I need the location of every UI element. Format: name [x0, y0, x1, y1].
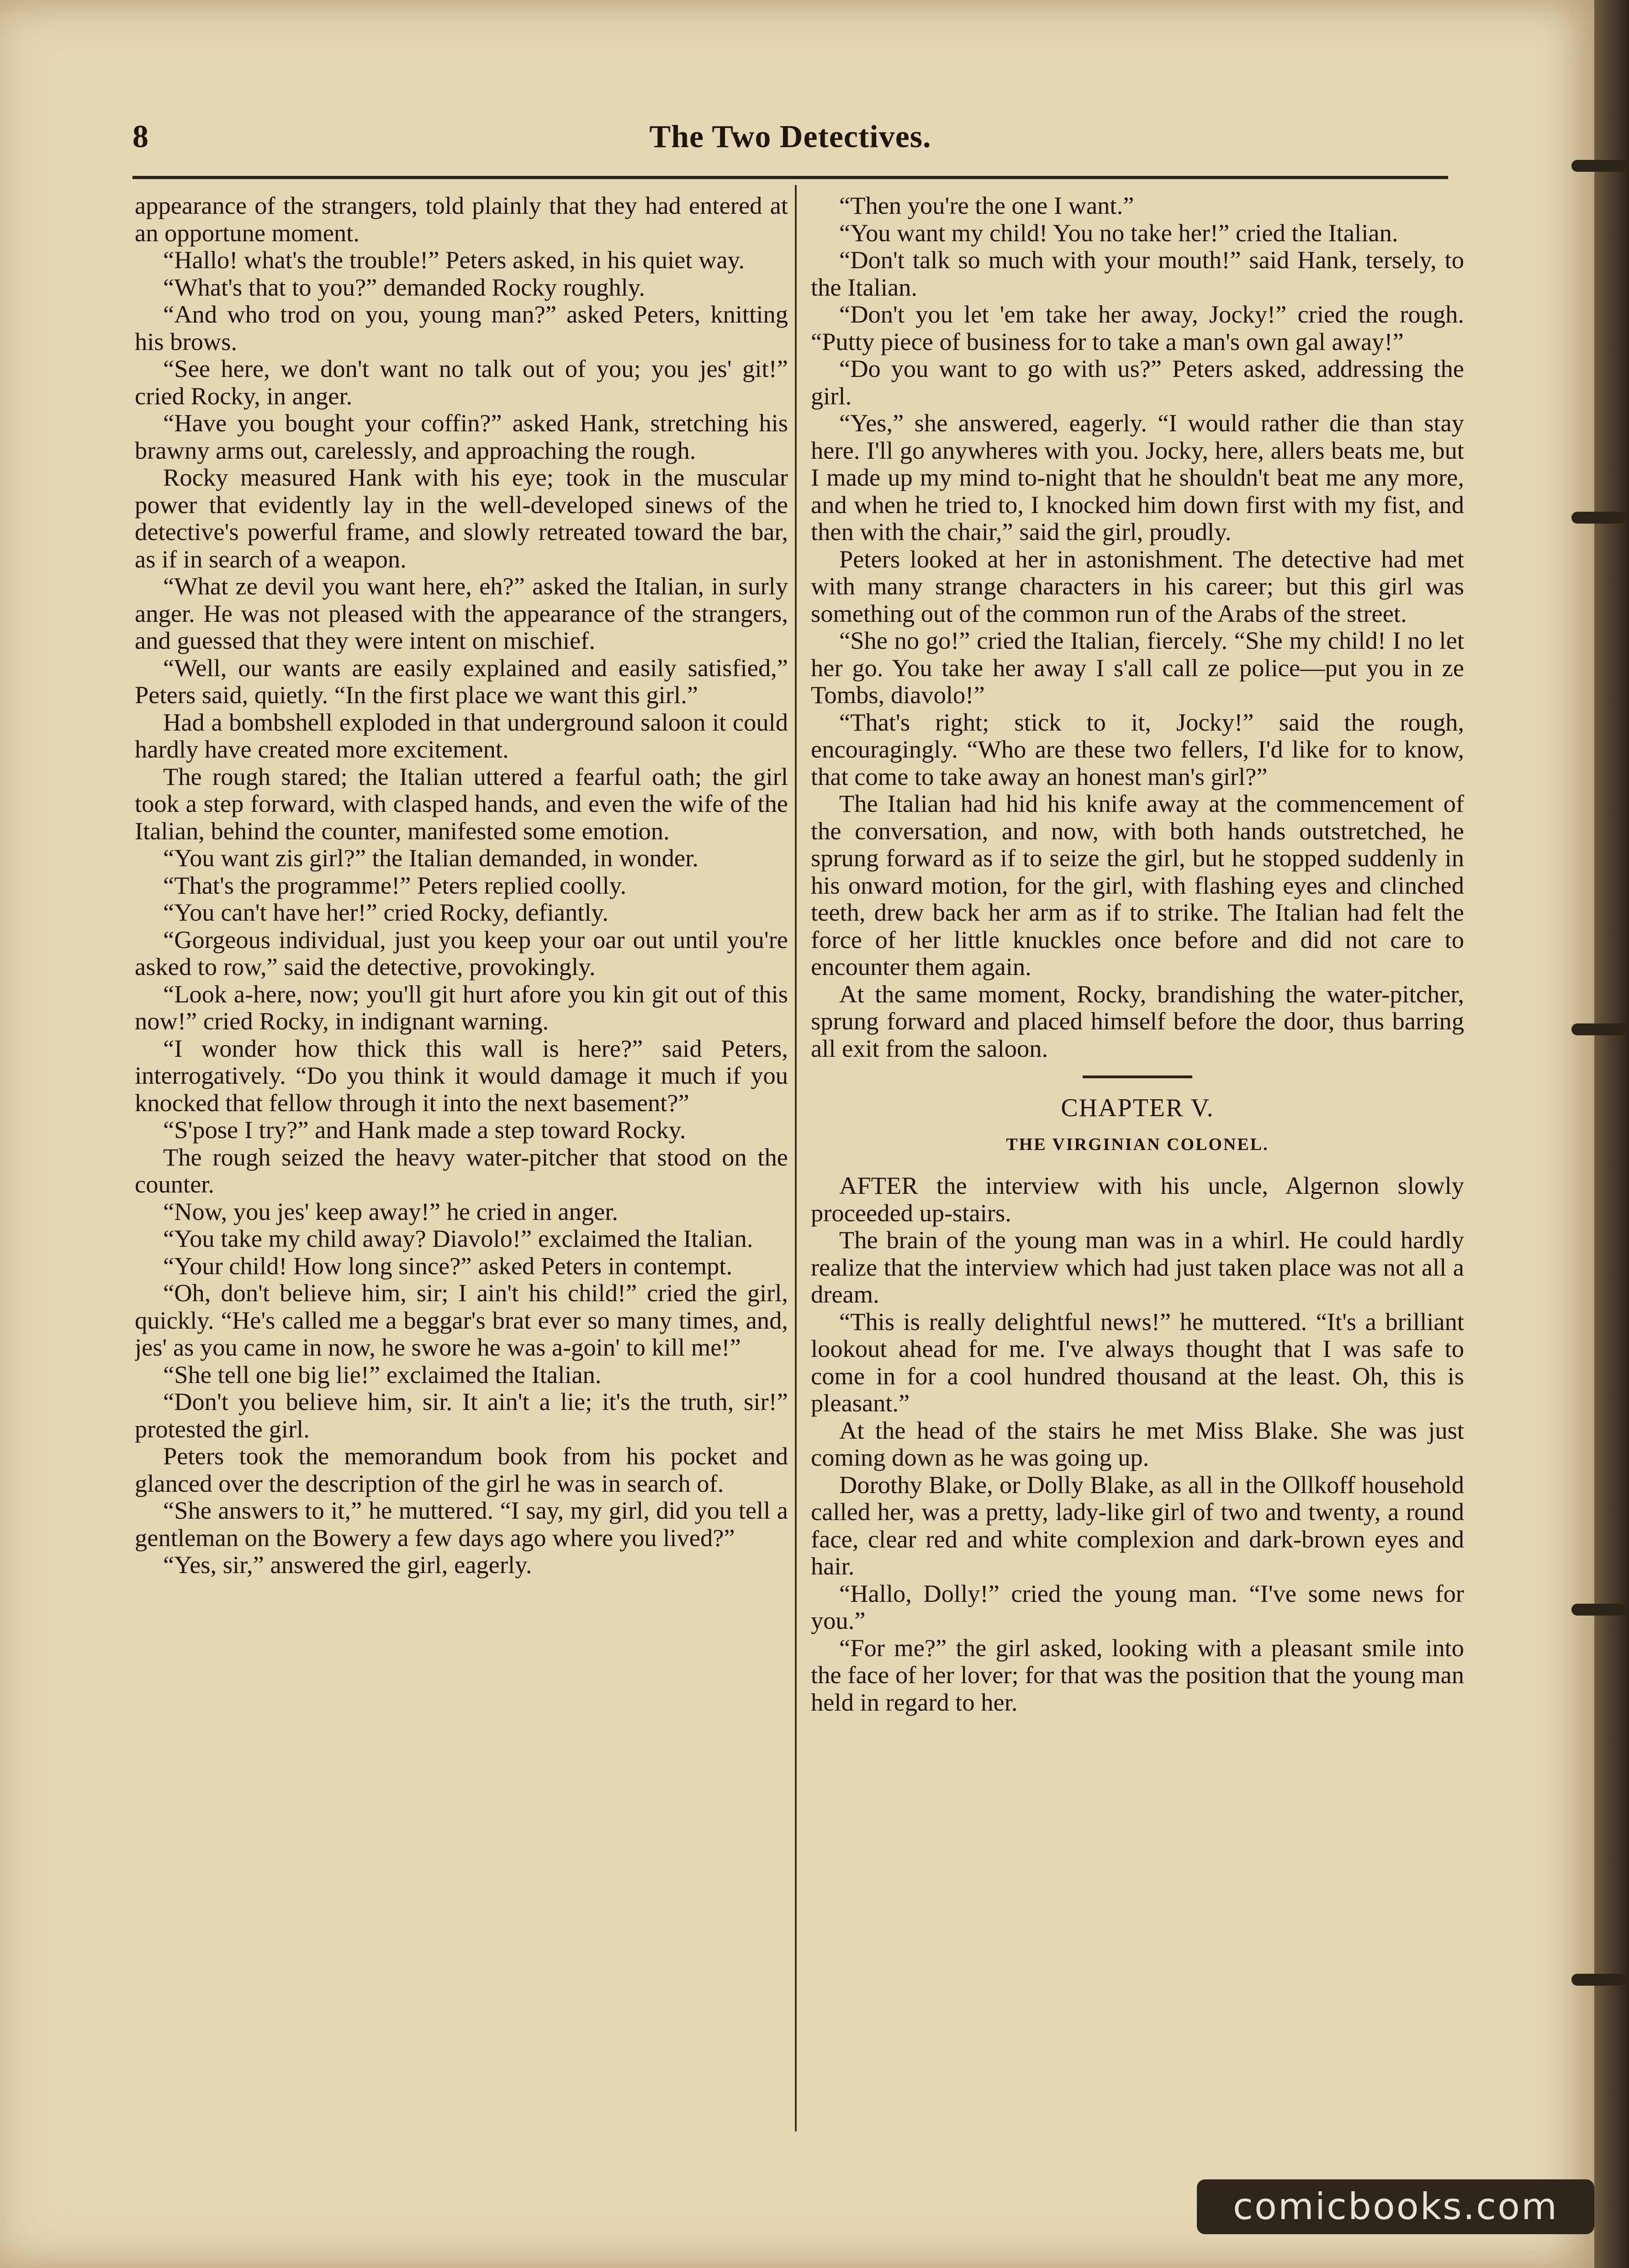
- paragraph: “Hallo, Dolly!” cried the young man. “I've some news for you.”: [811, 1579, 1464, 1634]
- binding-stitch: [1571, 1023, 1626, 1035]
- paragraph: “That's right; stick to it, Jocky!” said the rough, encouragingly. “Who are these two fellers, I'd like for to know, that come to take away an honest man's girl?”: [811, 708, 1464, 790]
- paragraph: “Your child! How long since?” asked Peters in contempt.: [163, 1251, 733, 1280]
- paragraph: “What ze devil you want here, eh?” asked the Italian, in surly anger. He was not pleased with the appearance of the strangers, and guessed that they were intent on mischief.: [135, 572, 788, 654]
- paragraph: “She answers to it,” he muttered. “I say, my girl, did you tell a gentleman on the Bowery a few days ago where you lived?”: [135, 1496, 788, 1552]
- paragraph: appearance of the strangers, told plainly that they had entered at an opportune moment.: [135, 192, 788, 247]
- paragraph: “See here, we don't want no talk out of you; you jes' git!” cried Rocky, in anger.: [135, 355, 788, 410]
- running-title: The Two Detectives.: [649, 119, 931, 154]
- left-column: [135, 192, 788, 2147]
- paragraph: “Have you bought your coffin?” asked Hank, stretching his brawny arms out, carelessly, and approaching the rough.: [135, 409, 788, 464]
- paragraph: “Now, you jes' keep away!” he cried in anger.: [163, 1197, 618, 1225]
- paragraph: The Italian had hid his knife away at the commencement of the conversation, and now, with both hands outstretched, he sprung forward as if to seize the girl, but he stopped suddenly in his onward motion, for the girl, with flashing eyes and clinched teeth, drew back her arm as if to strike. The Italian had felt the force of her little knuckles once before and did not care to encounter them again.: [811, 790, 1464, 980]
- paragraph: Peters looked at her in astonishment. The detective had met with many strange characters in his career; but this girl was something out of the common run of the Arabs of the street.: [811, 545, 1464, 627]
- paragraph: “You take my child away? Diavolo!” exclaimed the Italian.: [163, 1224, 753, 1252]
- paragraph: “Don't you believe him, sir. It ain't a lie; it's the truth, sir!” protested the girl.: [135, 1388, 788, 1443]
- chapter-subtitle: THE VIRGINIAN COLONEL.: [1006, 1134, 1269, 1154]
- paragraph: Rocky measured Hank with his eye; took in the muscular power that evidently lay in the well-developed sinews of the detective's powerful frame, and slowly retreated toward the bar, as if in search of a weapon.: [135, 463, 788, 573]
- paragraph: “Look a-here, now; you'll git hurt afore you kin git out of this now!” cried Rocky, in indignant warning.: [135, 980, 788, 1035]
- paragraph: “Well, our wants are easily explained and easily satisfied,” Peters said, quietly. “In the first place we want this girl.”: [135, 653, 788, 709]
- paragraph: “Don't talk so much with your mouth!” said Hank, tersely, to the Italian.: [811, 246, 1464, 301]
- paragraph: “For me?” the girl asked, looking with a pleasant smile into the face of her lover; for that was the position that the young man held in regard to her.: [811, 1633, 1464, 1716]
- paragraph: “You want zis girl?” the Italian demanded, in wonder.: [163, 844, 698, 872]
- paragraph: The brain of the young man was in a whirl. He could hardly realize that the interview which had just taken place was not all a dream.: [811, 1226, 1464, 1308]
- column-divider: [795, 185, 797, 2131]
- paragraph: “That's the programme!” Peters replied coolly.: [163, 871, 627, 899]
- page-header: [132, 119, 1448, 169]
- paragraph: “Yes, sir,” answered the girl, eagerly.: [163, 1551, 532, 1579]
- right-column: [811, 192, 1464, 2147]
- paragraph: “Don't you let 'em take her away, Jocky!” cried the rough. “Putty piece of business for to take a man's own gal away!”: [811, 300, 1464, 355]
- paragraph: “You can't have her!” cried Rocky, defiantly.: [163, 898, 608, 926]
- paragraph: AFTER the interview with his uncle, Algernon slowly proceeded up-stairs.: [811, 1171, 1464, 1227]
- paragraph: “Gorgeous individual, just you keep your oar out until you're asked to row,” said the detective, provokingly.: [135, 925, 788, 980]
- chapter-heading: CHAPTER V.: [1061, 1094, 1214, 1122]
- paragraph: At the head of the stairs he met Miss Blake. She was just coming down as he was going up.: [811, 1416, 1464, 1471]
- paragraph: “And who trod on you, young man?” asked Peters, knitting his brows.: [135, 300, 788, 355]
- binding-stitch: [1571, 512, 1626, 524]
- binding-stitch: [1571, 1974, 1626, 1986]
- paragraph: Had a bombshell exploded in that underground saloon it could hardly have created more excitement.: [135, 708, 788, 763]
- paragraph: “What's that to you?” demanded Rocky roughly.: [163, 273, 645, 301]
- binding-stitch: [1571, 160, 1626, 172]
- binding-spine: [1594, 0, 1629, 2268]
- binding-stitch: [1571, 1604, 1626, 1616]
- paragraph: “Do you want to go with us?” Peters asked, addressing the girl.: [811, 355, 1464, 410]
- paragraph: The rough stared; the Italian uttered a fearful oath; the girl took a step forward, with clasped hands, and even the wife of the Italian, behind the counter, manifested some emotion.: [135, 762, 788, 845]
- paragraph: “She tell one big lie!” exclaimed the Italian.: [163, 1360, 602, 1388]
- paragraph: The rough seized the heavy water-pitcher that stood on the counter.: [135, 1143, 788, 1198]
- paragraph: “Then you're the one I want.”: [839, 192, 1134, 219]
- chapter-divider-rule: [1083, 1076, 1192, 1078]
- paragraph: “Yes,” she answered, eagerly. “I would rather die than stay here. I'll go anywheres with you. Jocky, here, allers beats me, but I made up my mind to-night that he shouldn't beat me any more, and when he tried to, I knocked him down first with my fist, and then with the chair,” said the girl, proudly.: [811, 409, 1464, 546]
- page-number: 8: [132, 119, 148, 154]
- paragraph: Peters took the memorandum book from his pocket and glanced over the description of the girl he was in search of.: [135, 1442, 788, 1497]
- paragraph: “Oh, don't believe him, sir; I ain't his child!” cried the girl, quickly. “He's called me a beggar's brat ever so many times, and, jes' as you came in now, he swore he was a-goin' to kill me!”: [135, 1279, 788, 1361]
- paragraph: “I wonder how thick this wall is here?” said Peters, interrogatively. “Do you think it would damage it much if you knocked that fellow through it into the next basement?”: [135, 1034, 788, 1117]
- paragraph: Dorothy Blake, or Dolly Blake, as all in the Ollkoff household called her, was a pretty, lady-like girl of two and twenty, a round face, clear red and white complexion and dark-brown eyes and hair.: [811, 1470, 1464, 1580]
- watermark-logo: comicbooks.com: [1197, 2179, 1594, 2234]
- paragraph: “You want my child! You no take her!” cried the Italian.: [839, 218, 1398, 247]
- paragraph: “Hallo! what's the trouble!” Peters asked, in his quiet way.: [163, 246, 745, 274]
- header-rule: [132, 176, 1448, 179]
- paragraph: At the same moment, Rocky, brandishing the water-pitcher, sprung forward and placed himself before the door, thus barring all exit from the saloon.: [811, 980, 1464, 1062]
- paragraph: “This is really delightful news!” he muttered. “It's a brilliant lookout ahead for me. I've always thought that I was safe to come in for a cool hundred thousand at the least. Oh, this is pleasant.”: [811, 1307, 1464, 1417]
- paragraph: “S'pose I try?” and Hank made a step toward Rocky.: [163, 1116, 686, 1144]
- paragraph: “She no go!” cried the Italian, fiercely. “She my child! I no let her go. You take her away I s'all call ze police—put you in ze Tombs, diavolo!”: [811, 626, 1464, 709]
